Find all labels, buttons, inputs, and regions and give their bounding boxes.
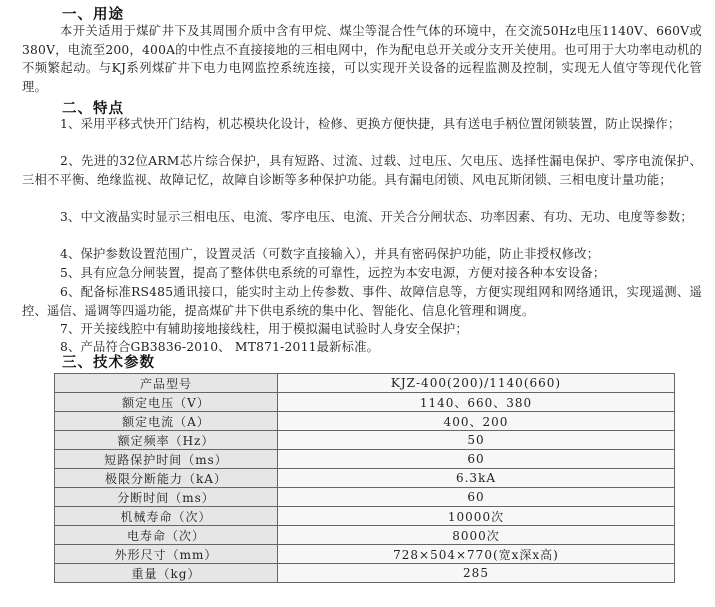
table-row: [55, 412, 675, 431]
feature-item-7: 7、开关接线腔中有辅助接地接线柱，用于模拟漏电试验时人身安全保护；: [60, 322, 468, 336]
spec-label: 短路保护时间（ms）: [55, 450, 278, 469]
spec-value: 50: [278, 431, 675, 450]
spec-value: KJZ-400(200)/1140(660): [278, 374, 675, 393]
table-row: [55, 374, 675, 393]
spec-value: 728×504×770(宽x深x高): [278, 545, 675, 564]
spec-label: 外形尺寸（mm）: [55, 545, 278, 564]
feature-item-5: 5、具有应急分闸装置，提高了整体供电系统的可靠性，远控为本安电源，方便对接各种本安设备；: [60, 266, 606, 280]
feature-item-8: 8、产品符合GB3836-2010、 MT871-2011最新标准。: [60, 340, 380, 354]
table-row: [55, 564, 675, 583]
table-row: [55, 507, 675, 526]
feature-item-4: 4、保护参数设置范围广，设置灵活（可数字直接输入），并具有密码保护功能，防止非授权修改；: [60, 247, 600, 261]
spec-value: 10000次: [278, 507, 675, 526]
spec-label: 极限分断能力（kA）: [55, 469, 278, 488]
spec-label: 产品型号: [55, 374, 278, 393]
spec-value: 60: [278, 488, 675, 507]
spec-label: 机械寿命（次）: [55, 507, 278, 526]
spec-label: 额定频率（Hz）: [55, 431, 278, 450]
spec-value: 6.3kA: [278, 469, 675, 488]
spec-value: 1140、660、380: [278, 393, 675, 412]
table-row: [55, 431, 675, 450]
spec-table: [54, 373, 675, 583]
spec-value: 60: [278, 450, 675, 469]
spec-value: 285: [278, 564, 675, 583]
spec-label: 电寿命（次）: [55, 526, 278, 545]
spec-label: 额定电压（V）: [55, 393, 278, 412]
feature-item-3: 3、中文液晶实时显示三相电压、电流、零序电压、电流、开关合分闸状态、功率因素、有功、无功、电度等参数；: [60, 210, 693, 224]
table-row: [55, 450, 675, 469]
spec-value: 400、200: [278, 412, 675, 431]
feature-item-1: 1、采用平移式快开门结构，机芯模块化设计，检修、更换方便快捷，具有送电手柄位置闭锁装置，防止误操作；: [60, 117, 681, 131]
table-row: [55, 393, 675, 412]
spec-label: 额定电流（A）: [55, 412, 278, 431]
spec-value: 8000次: [278, 526, 675, 545]
table-row: [55, 488, 675, 507]
usage-paragraph: 本开关适用于煤矿井下及其周围介质中含有甲烷、煤尘等混合性气体的环境中，在交流50Hz电压1140V、660V或380V，电流至200，400A的中性点不直接接地的三相电网中，作为配电总开关或分支开关使用。也可用于大功率电动机的不频繁起动。与KJ系列煤矿井下电力电网监控系统连接，可以实现开关设备的远程监测及控制，实现无人值守等现代化管理。: [22, 24, 702, 94]
table-row: [55, 469, 675, 488]
spec-label: 重量（kg）: [55, 564, 278, 583]
spec-label: 分断时间（ms）: [55, 488, 278, 507]
feature-item-2: 2、先进的32位ARM芯片综合保护，具有短路、过流、过载、过电压、欠电压、选择性漏电保护、零序电流保护、三相不平衡、绝缘监视、故障记忆，故障自诊断等多种保护功能。具有漏电闭锁、风电瓦斯闭锁、三相电度计量功能；: [22, 154, 702, 187]
section-heading-usage: 一、用途: [62, 7, 124, 23]
table-row: [55, 526, 675, 545]
section-heading-specs: 三、技术参数: [62, 355, 155, 371]
section-heading-features: 二、特点: [62, 101, 124, 117]
table-row: [55, 545, 675, 564]
feature-item-6: 6、配备标准RS485通讯接口，能实时主动上传参数、事件、故障信息等，方便实现组网和网络通讯，实现遥测、遥控、遥信、遥调等四遥功能，提高煤矿井下供电系统的集中化、智能化、信息化管理和调度。: [22, 285, 702, 318]
